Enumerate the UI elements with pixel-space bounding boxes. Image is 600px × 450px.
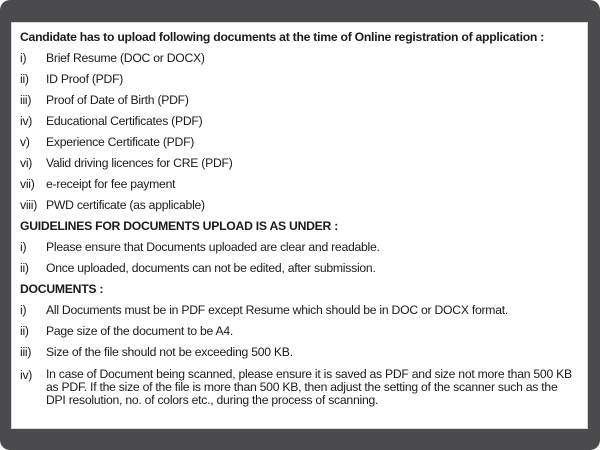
upload-item [20, 72, 582, 93]
document-item [20, 303, 582, 324]
document-content [20, 30, 582, 407]
item-text: Educational Certificates (PDF) [46, 114, 203, 128]
item-number: v) [20, 135, 30, 149]
item-number: iii) [20, 345, 32, 359]
item-number: viii) [20, 198, 38, 212]
item-text: Valid driving licences for CRE (PDF) [46, 156, 233, 170]
item-text: Proof of Date of Birth (PDF) [46, 93, 189, 107]
item-text: Page size of the document to be A4. [46, 324, 234, 338]
item-number: iv) [20, 114, 33, 128]
item-number: i) [20, 240, 27, 254]
guideline-item [20, 261, 582, 282]
item-text: Once uploaded, documents can not be edited, after submission. [46, 261, 376, 275]
item-text: Brief Resume (DOC or DOCX) [46, 51, 205, 65]
item-number: ii) [20, 324, 29, 338]
item-number: i) [20, 51, 27, 65]
item-text: Please ensure that Documents uploaded are clear and readable. [46, 240, 380, 254]
upload-item [20, 51, 582, 72]
upload-heading: Candidate has to upload following documents at the time of Online registration of application : [20, 30, 545, 44]
item-number: i) [20, 303, 27, 317]
guidelines-heading: GUIDELINES FOR DOCUMENTS UPLOAD IS AS UNDER : [20, 219, 339, 233]
upload-item [20, 93, 582, 114]
item-number: iv) [20, 368, 33, 382]
item-number: ii) [20, 72, 29, 86]
upload-item [20, 177, 582, 198]
document-item [20, 345, 582, 366]
item-text: PWD certificate (as applicable) [46, 198, 205, 212]
document-item [20, 368, 582, 407]
upload-item [20, 114, 582, 135]
document-item [20, 324, 582, 345]
item-number: vii) [20, 177, 35, 191]
item-number: iii) [20, 93, 32, 107]
item-text: Size of the file should not be exceeding 500 KB. [46, 345, 293, 359]
item-text: e-receipt for fee payment [46, 177, 176, 191]
item-text: In case of Document being scanned, please ensure it is saved as PDF and size not more than 500 KB as PDF. If the size of the file is more than 500 KB, then adjust the setting of the scanner such as the DPI resolution, no. of colors etc., during the process of scanning. [46, 367, 572, 407]
item-text: All Documents must be in PDF except Resume which should be in DOC or DOCX format. [46, 303, 509, 317]
upload-item [20, 156, 582, 177]
upload-item [20, 198, 582, 219]
item-number: vi) [20, 156, 33, 170]
item-text: ID Proof (PDF) [46, 72, 124, 86]
documents-heading: DOCUMENTS : [20, 282, 104, 296]
document-panel [11, 22, 588, 429]
item-text: Experience Certificate (PDF) [46, 135, 195, 149]
item-number: ii) [20, 261, 29, 275]
guideline-item [20, 240, 582, 261]
upload-item [20, 135, 582, 156]
